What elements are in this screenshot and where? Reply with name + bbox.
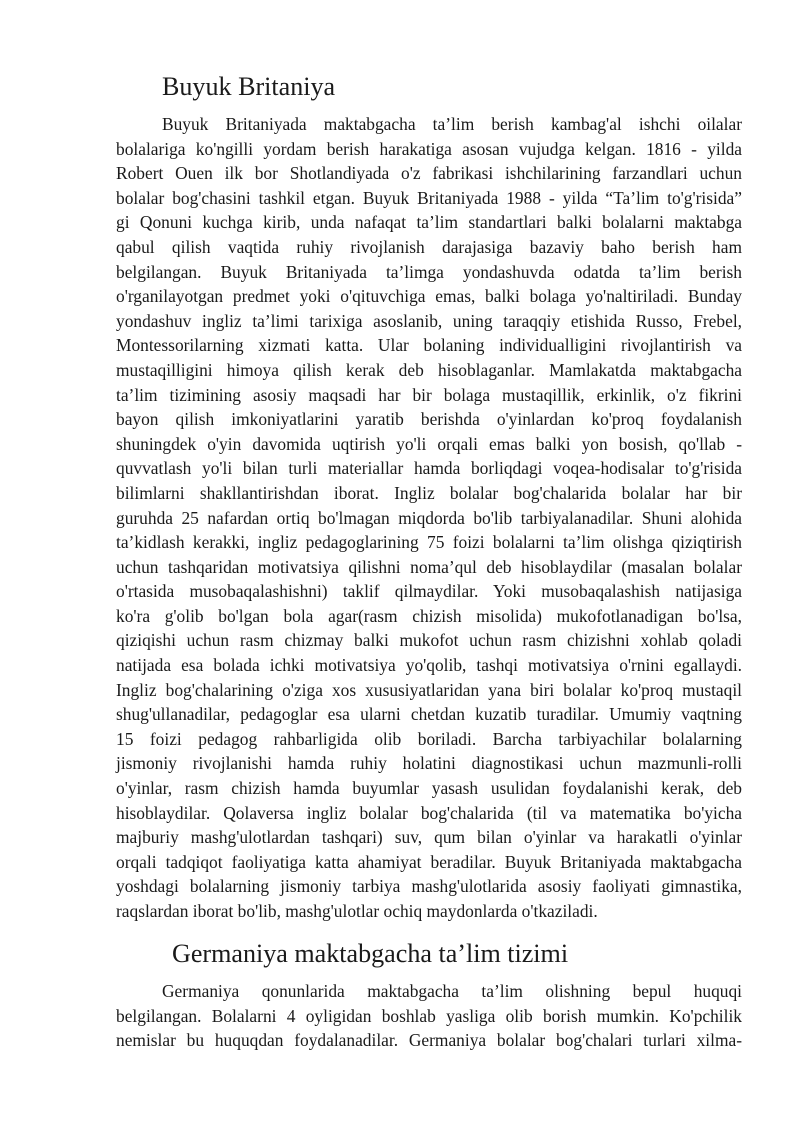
paragraph-line: qabul qilish vaqtida ruhiy rivojlanish darajasiga bazaviy baho berish ham xyxy=(116,236,742,257)
paragraph-line: orqali tadqiqot faoliyatiga katta ahamiyat beradilar. Buyuk Britaniyada maktabgacha xyxy=(116,851,742,872)
paragraph-germany xyxy=(116,979,742,1053)
paragraph-line: yondashuv ingliz ta’limi tarixiga asoslanib, uning taraqqiy etishida Russo, Frebel, xyxy=(116,310,742,331)
paragraph-line: ta’lim tizimining asosiy maqsadi har bir bolaga mustaqillik, erkinlik, o'z fikrini xyxy=(116,384,742,405)
paragraph-line: guruhda 25 nafardan ortiq bo'lmagan miqdorda bo'lib tarbiyalanadilar. Shuni alohida xyxy=(116,507,742,528)
paragraph-line: jismoniy rivojlanishi hamda ruhiy holatini diagnostikasi uchun mazmunli-rolli xyxy=(116,753,742,774)
paragraph-line: uchun tashqaridan motivatsiya qilishni noma’qul deb hisoblaydilar (masalan bolalar xyxy=(116,556,742,577)
paragraph-line: ta’kidlash kerakki, ingliz pedagoglarining 75 foizi bolalarni ta’lim olishga qiziqtirish xyxy=(116,532,742,553)
section-heading-germany: Germaniya maktabgacha ta’lim tizimi xyxy=(172,939,569,968)
paragraph-line: Montessorilarning xizmati katta. Ular bolaning individualligini rivojlantirish va xyxy=(116,335,742,356)
paragraph-line: Ingliz bog'chalarining o'ziga xos xususiyatlaridan yana biri bolalar ko'proq mustaqil xyxy=(116,679,742,700)
paragraph-line: nemislar bu huquqdan foydalanadilar. Germaniya bolalar bog'chalari turlari xilma- xyxy=(116,1030,742,1051)
paragraph-line: yoshdagi bolalarning jismoniy tarbiya mashg'ulotlarida asosiy faoliyati gimnastika, xyxy=(116,876,742,897)
paragraph-line: bolalar bog'chasini tashkil etgan. Buyuk Britaniyada 1988 - yilda “Ta’lim to'g'risida” xyxy=(116,187,742,208)
section-heading-uk: Buyuk Britaniya xyxy=(162,72,336,101)
paragraph-line: o'rtasida musobaqalashishni) taklif qilmaydilar. Yoki musobaqalashish natijasiga xyxy=(116,581,742,602)
paragraph-line: gi Qonuni kuchga kirib, unda nafaqat ta’lim standartlari balki bolalarni maktabga xyxy=(116,212,742,233)
paragraph-line: Robert Ouen ilk bor Shotlandiyada o'z fabrikasi ishchilarining farzandlari uchun xyxy=(116,163,742,184)
paragraph-line: bayon qilish imkoniyatlarini yaratib berishda o'yinlardan ko'proq foydalanish xyxy=(116,409,742,430)
paragraph-line: quvvatlash yo'li bilan turli materiallar hamda borliqdagi voqea-hodisalar to'g'risida xyxy=(116,458,742,479)
paragraph-line: Germaniya qonunlarida maktabgacha ta’lim olishning bepul huquqi xyxy=(162,981,742,1001)
paragraph-line: shug'ullanadilar, pedagoglar esa ularni chetdan kuzatib turadilar. Umumiy vaqtning xyxy=(116,704,742,725)
paragraph-line: o'yinlar, rasm chizish hamda buyumlar yasash usulidan foydalanishi kerak, deb xyxy=(116,778,742,799)
paragraph-line: ko'ra g'olib bo'lgan bola agar(rasm chizish misolida) mukofotlanadigan bo'lsa, xyxy=(116,605,742,626)
paragraph-line: majburiy mashg'ulotlardan tashqari) suv, qum bilan o'yinlar va harakatli o'yinlar xyxy=(116,827,742,848)
paragraph-line: bolalariga ko'ngilli yordam berish harakatiga asosan vujudga kelgan. 1816 - yilda xyxy=(116,138,742,159)
paragraph-line: belgilangan. Bolalarni 4 oyligidan boshlab yasliga olib borish mumkin. Ko'pchilik xyxy=(116,1005,742,1026)
paragraph-line: bilimlarni shakllantirishdan iborat. Ingliz bolalar bog'chalarida bolalar har bir xyxy=(116,482,742,503)
paragraph-uk xyxy=(116,112,742,924)
paragraph-line: raqslardan iborat bo'lib, mashg'ulotlar ochiq maydonlarda o'tkaziladi. xyxy=(116,901,598,921)
paragraph-line: shuningdek o'yin davomida uqtirish yo'li orqali emas balki yon bosish, qo'llab - xyxy=(116,433,742,454)
paragraph-line: Buyuk Britaniyada maktabgacha ta’lim berish kambag'al ishchi oilalar xyxy=(162,114,742,134)
paragraph-line: belgilangan. Buyuk Britaniyada ta’limga yondashuvda odatda ta’lim berish xyxy=(116,261,742,282)
paragraph-line: o'rganilayotgan predmet yoki o'qituvchiga emas, balki bolaga yo'naltiriladi. Bunday xyxy=(116,286,742,307)
paragraph-line: mustaqilligini himoya qilish kerak deb hisoblaganlar. Mamlakatda maktabgacha xyxy=(116,359,742,380)
paragraph-line: 15 foizi pedagog rahbarligida olib boriladi. Barcha tarbiyachilar bolalarning xyxy=(116,728,742,749)
paragraph-line: qiziqishi uchun rasm chizmay balki mukofot uchun rasm chizishni xohlab qoladi xyxy=(116,630,742,651)
paragraph-line: hisoblaydilar. Qolaversa ingliz bolalar bog'chalarida (til va matematika bo'yicha xyxy=(116,802,742,823)
paragraph-line: natijada esa bolada ichki motivatsiya yo'qolib, tashqi motivatsiya o'rnini egallaydi. xyxy=(116,655,742,676)
